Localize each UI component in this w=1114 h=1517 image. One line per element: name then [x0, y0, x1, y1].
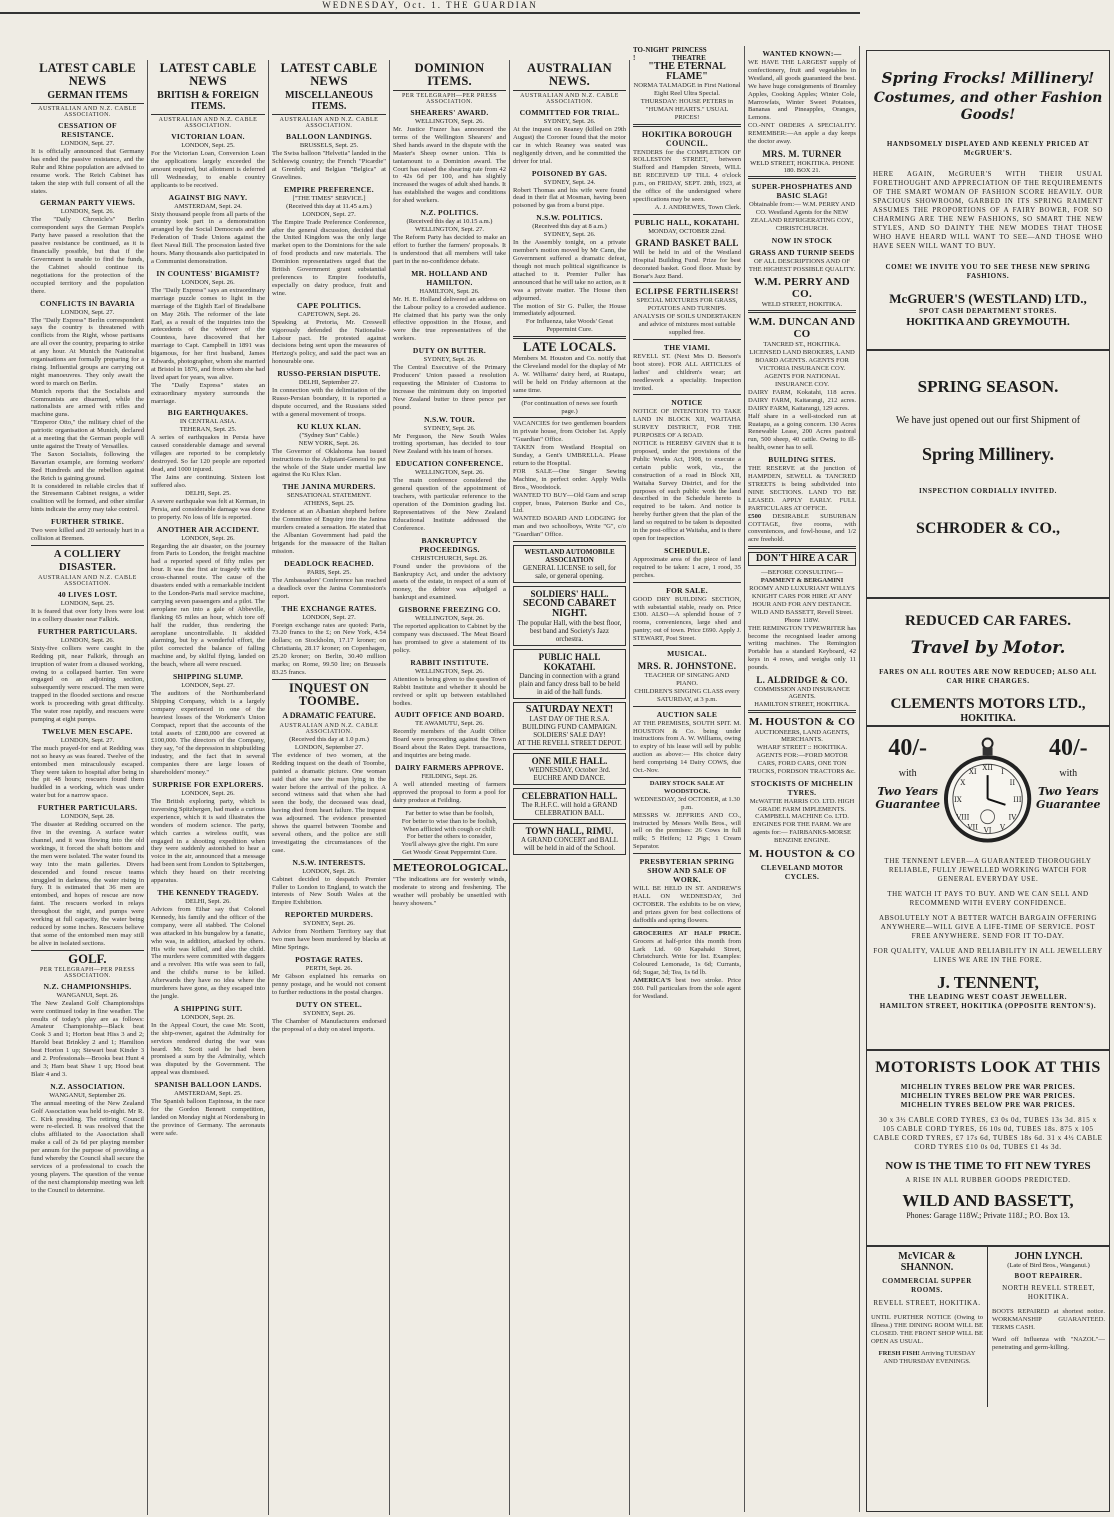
- story-heading: N.Z. CHAMPIONSHIPS.: [43, 981, 132, 991]
- fares-notice: FARES ON ALL ROUTES ARE NOW REDUCED; ALSO ALL CAR HIRE CHARGES.: [879, 668, 1097, 685]
- story-heading: A SHIPPING SUIT.: [173, 1003, 243, 1013]
- story-heading: SHIPPING SLUMP.: [172, 672, 244, 682]
- column-ads-2: WANTED KNOWN:— WE HAVE THE LARGEST supply of confectionery, fruit and vegetables in Westland, all goods guaranteed the best. We have huge consignments of Bramley Apples, Cooking Apples; Winter Cole, Marrowfats, Winter Sweet Potatoes, Bananas and Pineapples, Oranges, Lemons. CO.-NNT ORDERS A SPECIALITY. REMEMBER:—An apple a day keeps the doctor away. MRS. M. TURNER WELD STREET, HOKITIKA. PHONE 180. BOX 21. SUPER-PHOSPHATES AND BASIC SLAG! Obtainable from:— W.M. PERRY AND CO. Westland Agents for the NEW ZEALAND REFRIGERATING COY., CHRISTCHURCH. NOW IN STOCK GRASS AND TURNIP SEEDS OF ALL DESCRIPTIONS AND OF THE HIGHEST POSSIBLE QUALITY. W.M. PERRY AND CO. WELD STREET, HOKITIKA. W.M. DUNCAN AND CO TANCRED ST., HOKITIKA. LICENSED LAND BROKERS, LAND BOARD AGENTS. AGENTS FOR VICTORIA INSURANCE COY. AGENTS FOR NATIONAL INSURANCE COY. DAIRY FARM, Kokatahi, 118 acres. DAIRY FARM, Kaitarangi, 212 acres. DAIRY FARM, Kaitarangi, 129 acres. Half share in a well-stocked run at Ruatapu, as a going concern. 130 Acres Renewable Lease, 200 Acres pastoral run, 500 sheep, 40 cattle. Owing to ill-health, owner has to sell. BUILDING SITES. THE RESERVE at the junction of HAMPDEN, SEWELL & TANCRED STREETS is being subdivided into NINE SECTIONS. LAND TO BE LEASED. APPLY EARLY. FULL PARTICULARS AT OFFICE. £500 DESIRABLE SUBURBAN COTTAGE, five rooms, with conveniences, and fowl-house, and 1/2 acre freehold. DON'T HIRE A CAR —BEFORE CONSULTING— PAMMENT & BERGAMINI ROOMY AND LUXURIANT WILLYS KNIGHT CARS FOR HIRE AT ANY HOUR AND FOR ANY DISTANCE. WILD AND BASSETT, Revell Street. Phone 118W. THE REMINGTON TYPEWRITER has become the recognised leader among writing machines. The Remington Portable has a standard Keyboard, 42 keys in 4 rows, and weighs only 11 pounds. L. ALDRIDGE & CO. COMMISSION AND INSURANCE AGENTS. HAMILTON STREET, HOKITIKA. M. HOUSTON & CO AUCTIONEERS, LAND AGENTS, MERCHANTS. WHARF STREET :: HOKITIKA. AGENTS FOR:—FORD MOTOR CARS, FORD CARS, ONE TON TRUCKS, FORDSON TRACTORS &c. STOCKISTS OF MICHELIN TYRES. McWATTIE HARRIS CO. LTD. HIGH GRADE FARM IMPLEMENTS. CAMPBELL MACHINE Co. LTD. ENGINES FOR THE FARM. We are agents for:— FAIRBANKS-MORSE BENZINE ENGINE. M. HOUSTON & CO CLEVELAND MOTOR CYCLES.: [745, 46, 860, 1512]
- story-heading: AUDIT OFFICE AND BOARD.: [394, 710, 505, 720]
- mcgruer-town: HOKITIKA AND GREYMOUTH.: [906, 316, 1070, 328]
- clements-ad: [867, 599, 1109, 727]
- michelin-line-2: MICHELIN TYRES BELOW PRE WAR PRICES.: [900, 1092, 1076, 1100]
- mcvicar-shop: McVICAR & SHANNON.: [898, 1251, 956, 1273]
- story-heading: FURTHER PARTICULARS.: [37, 803, 138, 813]
- column-ads-1: TO-NIGHT ! PRINCESS THEATRE "THE ETERNAL FLAME" NORMA TALMADGE in First National Eight Reel Ultra Special. THURSDAY: HOUSE PETERS in "HUMAN HEARTS." USUAL PRICES! HOKITIKA BOROUGH COUNCIL. TENDERS for the COMPLETION OF ROLLESTON STREET, between Stafford and Hampden Streets, WILL BE RECEIVED UP TILL 4 o'clock p.m., on FRIDAY, SEPT. 28th, 1923, at the office of the undersigned where specifications may be seen. A. J. ANDREWES, Town Clerk. PUBLIC HALL, KOKATAHI. MONDAY, OCTOBER 22nd. GRAND BASKET BALL Will be held in aid of the Westland Hospital Building Fund. Prize for best decorated basket. Good floor. Music by Bonar's Jazz Band. ECLIPSE FERTILISERS! SPECIAL MIXTURES FOR GRASS, POTATOES AND TURNIPS. ANALYSIS OF SOILS UNDERTAKEN and advice of mixtures most suitable supplied free. THE VIAMI. REVELL ST. (Next Mrs D. Beeson's boot store). FOR ALL ARTICLES of ladies' and children's wear; art needlework a speciality. Inspection invited. NOTICE NOTICE OF INTENTION TO TAKE LAND IN BLOCK XII, WAITAHA SURVEY DISTRICT, FOR THE PURPOSES OF A ROAD. NOTICE is HEREBY GIVEN that it is proposed, under the provisions of the Public Works Act, 1908, to execute a certain public work, viz., the construction of a road in Block XII, Waitaha Survey District, and for the purposes of such public work the land described in the Schedule hereto is required to be taken. And notice is hereby further given that the plan of the land so required to be taken is deposited in the post-office at Waitaha, and is there open for inspection. SCHEDULE. Approximate area of the piece of land required to be taken: 1 acre, 1 rood, 35 perches. FOR SALE. GOOD DRY BUILDING SECTION, with substantial stable, ready on. Price £300. ALSO—A splendid house of 7 rooms, conveniences, large shed and pantry; out of town. Price £690. Apply J. STEWART, Post Street. MUSICAL. MRS. R. JOHNSTONE. TEACHER OF SINGING AND PIANO. CHILDREN'S SINGING CLASS every SATURDAY, at 3 p.m. AUCTION SALE AT THE PREMISES, SOUTH SPIT. M. HOUSTON & Co. being under instructions from A. W. Williams, owing to expiry of his lease will sell by public auction as above:— His choice dairy herd comprising 14 Dairy COWS, due Oct.-Nov. DAIRY STOCK SALE AT WOODSTOCK. WEDNESDAY, 3rd OCTOBER, at 1.30 p.m. MESSRS W. JEFFRIES AND CO., instructed by Messrs Wells Bros., will sell on the premises: 26 Cows in full milk; 5 Heifers; 12 Pigs; 1 Cream Separator. PRESBYTERIAN SPRING SHOW AND SALE OF WORK. WILL BE HELD IN ST. ANDREW'S HALL ON WEDNESDAY, 3rd OCTOBER. The exhibits to be on view, and prizes given for best collections of daffodils and spring flowers. GROCERIES AT HALF PRICE. Grocers at half-price this month from Lark Ltd. 60 Kapahaki Street, Christchurch. Write for list. Examples: Coloured Lemonade, 1s 6d; Currants, 6d; Sugar, 3d; Tea, 1s 6d lb. AMERICA'S best two stroke. Price £60. Full particulars from the sole agent for Westland.: [630, 46, 745, 1512]
- story-heading: CAPE POLITICS.: [296, 300, 362, 310]
- clements-shop: CLEMENTS MOTORS LTD.,: [890, 696, 1086, 712]
- column-title: LATEST CABLE NEWS: [39, 61, 136, 88]
- svg-text:IX: IX: [954, 795, 963, 804]
- grand-basket-ball: GRAND BASKET BALL: [635, 237, 739, 248]
- wild-bassett-ad: [867, 1051, 1109, 1247]
- houston-2: M. HOUSTON & CO: [748, 848, 856, 861]
- eclipse-fertilisers: ECLIPSE FERTILISERS!: [635, 286, 739, 297]
- toombe-subtitle: A DRAMATIC FEATURE.: [282, 710, 376, 720]
- story-heading: VICTORIAN LOAN.: [171, 132, 245, 141]
- reduced-fares-title: REDUCED CAR FARES.: [905, 613, 1071, 629]
- lynch-address: NORTH REVELL STREET, HOKITIKA.: [1002, 1284, 1095, 1301]
- mcgruer-headline-2: Costumes, and other Fashion Goods!: [873, 90, 1103, 123]
- wanted-known: WANTED KNOWN:—: [762, 49, 842, 58]
- dateline: LONDON, Sept. 27.: [60, 140, 115, 147]
- rubber-rise: A RISE IN ALL RUBBER GOODS PREDICTED.: [905, 1176, 1071, 1184]
- watch-guarantee-left: Two Years Guarantee: [875, 785, 940, 811]
- lynch-sub: BOOT REPAIRER.: [1014, 1272, 1083, 1280]
- mcvicar-sub: COMMERCIAL SUPPER ROOMS.: [882, 1277, 972, 1294]
- column-title: LATEST CABLE NEWS: [159, 61, 257, 88]
- mcvicar-address: REVELL STREET, HOKITIKA.: [873, 1299, 981, 1307]
- hokitika-council: HOKITIKA BOROUGH COUNCIL.: [641, 129, 733, 148]
- story-heading: N.S.W. TOUR.: [424, 414, 475, 424]
- duncan-address: TANCRED ST., HOKITIKA.: [763, 341, 841, 349]
- tennent-address: HAMILTON STREET, HOKITIKA (OPPOSITE RENTON'S).: [879, 1002, 1097, 1010]
- story-heading: THE EXCHANGE RATES.: [281, 603, 377, 613]
- michelin-line-1: MICHELIN TYRES BELOW PRE WAR PRICES.: [900, 1083, 1076, 1091]
- column-dominion: DOMINION ITEMS. PER TELEGRAPH—PER PRESS ASSOCIATION. SHEARERS' AWARD. WELLINGTON, Sept. 26. Mr. Justice Frazer has announced the terms of the Wellington Shearers' and Shed hands award in the dispute with the Master's Sheep owner union. This is tantamount to a Dominion award. The Court has raised the shearing rate from 42 to 42s 6d per 100, and has slightly increased the wages of adult shed hands. It has established the wages and conditions for shed workers. N.Z. POLITICS. (Received this day at 10.15 a.m.) WELLINGTON, Sept. 27. The Reform Party has decided to make an effort to further the farmers' proposals. It is understood that all members will take part in the no-confidence debate. MR. HOLLAND AND HAMILTON. HAMILTON, Sept. 26. Mr. H. E. Holland delivered an address on the Labour policy to a crowded audience. He claimed that his party was the only effective opposition in the House, and were the true representatives of the workers. DUTY ON BUTTER. SYDNEY, Sept. 26. The Central Executive of the Primary Producers' Union passed a resolution requesting the Minister of Customs to increase the minimum duty on imported New Zealand butter to three pence per pound. N.S.W. TOUR. SYDNEY, Sept. 26. Mr Ferguson, the New South Wales trotting sportsman, has decided to tour New Zealand with his team of horses. EDUCATION CONFERENCE. WELLINGTON, Sept. 26. The main conference considered the general question of the appointment of teachers, with particular reference to the operation of the Dominion grading list. Representatives of the New Zealand Educational Institute addressed the Conference. BANKRUPTCY PROCEEDINGS. CHRISTCHURCH, Sept. 26. Found under the provisions of the Bankruptcy Act, and under the advisory assets of the estate, in respect of a sum of money, the debtor was adjudged a bankrupt and examined. GISBORNE FREEZING CO. WELLINGTON, Sept. 26. The reported application to Cabinet by the company was discussed. The Meat Board has promised to give a statement of its policy. RABBIT INSTITUTE. WELLINGTON, Sept. 26. Attention is being given to the question of Rabbit Institute and whether it should be revived or split up between established bodies. AUDIT OFFICE AND BOARD. TE AWAMUTU, Sept. 26. Recently members of the Audit Office Board were proceeding against the Town Board about the Rates Dept. transactions, and inquiries are being made. DAIRY FARMERS APPROVE. FEILDING, Sept. 26. A well attended meeting of farmers approved the proposal to form a pool for dairy produce at Feilding. Far better to wise than be foolish, For better to wise than to be foolish, When afflicted with cough or chill: For better the others to consider, You'll always give the right. I'm sure Get Woods' Great Peppermint Cure. METEOROLOGICAL. "The indications are for westerly winds, moderate to strong and freshening. The weather will probably be unsettled with heavy showers.": [390, 60, 510, 1515]
- johnstone-heading: MRS. R. JOHNSTONE.: [637, 661, 737, 672]
- story-heading: SURPRISE FOR EXPLORERS.: [152, 780, 264, 789]
- auction-sale-heading: AUCTION SALE: [656, 709, 718, 719]
- grass-seeds: GRASS AND TURNIP SEEDS: [749, 247, 855, 257]
- svg-text:III: III: [1013, 795, 1022, 804]
- duncan-company: W.M. DUNCAN AND CO: [748, 316, 856, 341]
- golf-title: GOLF.: [68, 951, 107, 966]
- story-heading: N.S.W. POLITICS.: [536, 213, 603, 223]
- story-heading: GERMAN PARTY VIEWS.: [39, 198, 136, 208]
- tennent-body: THE TENNENT LEVER—A GUARANTEED THOROUGHLY RELIABLE, FULLY JEWELLED WORKING WATCH FOR GENERAL EVERYDAY USE.: [884, 857, 1092, 883]
- svg-text:XI: XI: [969, 768, 977, 777]
- wild-bassett-phone: Phones: Garage 118W.; Private 118J.; P.O. Box 13.: [906, 1211, 1070, 1220]
- story-heading: BANKRUPTCY PROCEEDINGS.: [419, 535, 480, 554]
- story-heading: REPORTED MURDERS.: [284, 910, 374, 920]
- story-heading: MR. HOLLAND AND HAMILTON.: [411, 268, 488, 287]
- story-heading: THE JANINA MURDERS.: [282, 482, 376, 492]
- svg-text:X: X: [960, 779, 966, 788]
- story-heading: DUTY ON BUTTER.: [412, 346, 487, 356]
- motorists-title: MOTORISTS LOOK AT THIS: [875, 1059, 1101, 1076]
- houston-sub: AUCTIONEERS, LAND AGENTS, MERCHANTS.: [754, 729, 850, 744]
- svg-text:XII: XII: [982, 764, 994, 773]
- watch-price-right: 40/-: [1048, 735, 1088, 761]
- column-british-foreign: LATEST CABLE NEWS BRITISH & FOREIGN ITEMS. AUSTRALIAN AND N.Z. CABLE ASSOCIATION. VICTORIAN LOAN. LONDON, Sept. 25. For the Victorian Loan, Conversion Loan the applications largely exceeded the amount required, but allotment is deferred till Wednesday, to enable country applicants to be received. AGAINST BIG NAVY. AMSTERDAM, Sept. 24. Sixty thousand people from all parts of the country took part in a demonstration arranged by the Social Democrats and the Federation of Trade Unions against the fleet Naval Bill. The procession lasted five hours. Many thousands also participated in a Communist demonstration. IN COUNTESS' BIGAMIST? LONDON, Sept. 26. The "Daily Express" says an extraordinary marriage puzzle comes to light in the marriage of the Eighth Earl of Bradalbane on May 26th. The reformer of the late Earl, as a result of the inquiries into the antecedents of the widower of the Countess, have discovered that her marriage to Capt. Campbell in 1891 was bigamous, for her first husband, James Edwards, photographer, whom she married at Bristol in 1876, and from whom she had lived apart for years, was alive. The "Daily Express" states an extraordinary mystery surrounds the marriage. BIG EARTHQUAKES. IN CENTRAL ASIA. TEHERAN, Sept. 25. A series of earthquakes in Persia have caused considerable damage and several villages are reported to be completely destroyed. So far 120 people are reported dead, and 1000 injured. The Jains are continuing. Sixteen lost suffered also. DELHI, Sept. 25. A severe earthquake was felt at Kerman, in Persia, and considerable damage was done to property. No loss of life is reported. ANOTHER AIR ACCIDENT. LONDON, Sept. 26. Regarding the air disaster, on the journey from Paris to London, the freight machine had a reported speed of fifty miles per hour. It was the first air tragedy with the cross-channel route. The cause of the disasters ended with a remarkable incident to the London-Paris mail service machine, carrying seven passengers and a pilot. The aeroplane ran into a gale of Abbeville, flanking 65 miles an hour, which tore off half the rudder, thus rendering the aeroplane uncontrollable. It skidded alarming, but by a wonderful effort, the pilot corrected the balance of falling machine and, by skilful flying, landed on the beach, where all were rescued. SHIPPING SLUMP. LONDON, Sept. 27. The auditors of the Northumberland Shipping Company, which is a largely company experienced in one of the heaviest losses of the Workmen's Union Compact, report that the accounts of the total assets of £280,000 are covered at £100,000. The directors of the Company, they say, "of the depression in shipbuilding industry, and the fact that in several companies there are large losses of shareholders' money." SURPRISE FOR EXPLORERS. LONDON, Sept. 26. The British exploring party, which is traversing Spitzbergen, had made a curious experience, which it is said illustrates the wonders of modern science. The party, which carries a wireless outfit, was engaged in a shooting expedition when they were suddenly astonished to hear a voice in the air, announced that a message had been sent from London to Spitzbergen, which they heard on their receiving apparatus. THE KENNEDY TRAGEDY. DELHI, Sept. 26. Advices from Eihar say that Colonel Kennedy, his family and the officer of the company, were all stabbed. The Colonel was attacked in his bungalow by a fanatic, who was, in addition, attacked by others. His wife was killed, and also the child. The murders were committed with daggers and a revolver. His wife was seen to fall, and the child's nurse to be killed. Afterwards they have no idea where the murderers have gone, as they escaped into the jungle. A SHIPPING SUIT. LONDON, Sept. 26. In the Appeal Court, the case Mr. Scott, the ship-owner, against the Admiralty for services rendered during the war was heard. Mr. Scott said he had been promised a sum by the Admiralty, which was disputed by the Government. The appeal was dismissed. SPANISH BALLOON LANDS. AMSTERDAM, Sept. 25. The Spanish balloon Espinosa, in the race for the Gordon Bennett competition, landed on Monday night at Nordensburg in the province of Germany. The aeronauts were safe.: [148, 60, 269, 1515]
- story-heading: DUTY ON STEEL.: [295, 999, 363, 1009]
- clements-town: HOKITIKA.: [960, 713, 1016, 724]
- column-german-items: LATEST CABLE NEWS GERMAN ITEMS AUSTRALIAN AND N.Z. CABLE ASSOCIATION. CESSATION OF RESISTANCE. LONDON, Sept. 27. It is officially announced that Germany has ended the passive resistance, and the Ruhr and Rhine population are advised to resume work. The Reich Cabinet has taken the step with full consent of all the states. GERMAN PARTY VIEWS. LONDON, Sept. 26. The "Daily Chronicle's" Berlin correspondent says the German People's Party have passed a resolution that the passive resistance be continued, as it is financially possible, but that if the Government is unable to find the funds, the Cabinet should continue its negotiations for the protection of the occupied territory and the population there. CONFLICTS IN BAVARIA LONDON, Sept. 27. The "Daily Express" Berlin correspondent says the country is threatened with conflicts from the Right, whose partisans are all over the country, preparing to strike at any hour. At Munich the Nationalist organisations are formally preparing for a rising. Influential groups are carrying out night manoeuvres. They only await the word to march on Berlin. Munich reports that the Socialists and Communists are disarmed, while the nationalists are armed with rifles and machine guns. "Emperor Otto," the military chief of the patriotic organisation at Munich, declared at a meeting that the German people will unite against the Treaty of Versailles. The Saxon Socialists, following the Bavarian example, are forming workers' Red Hundreds and the rebellion against the Reich is gaining ground. It is considered in reliable circles that if the Stresemann Cabinet resigns, a wider coalition will be formed, and other similar hints indicate the army may take control. FURTHER STRIKE. Two were killed and 20 seriously hurt in a collision at Bremen. A COLLIERY DISASTER. AUSTRALIAN AND N.Z. CABLE ASSOCIATION. 40 LIVES LOST. LONDON, Sept. 25. It is feared that over forty lives were lost in a colliery disaster near Falkirk. FURTHER PARTICULARS. LONDON, Sept. 26. Sixty-five colliers were caught in the Redding pit, near Falkirk, through an irruption of water from a disused working, owing to a collapsed barrier. Ten were engaged on an adjoining section, subsequently were rescued. The men were trapped in the flooded sections and rescue work is proceeding with great difficulty. The water rose rapidly, and rescuers were pumping at eight pumps. TWELVE MEN ESCAPE. LONDON, Sept. 27. The much prayed-for end at Redding was not so heavy as was feared. Twelve of the entombed men miraculously escaped. They were taken to hospital after being in the pit 48 hours; rescuers found them huddled in a working, which was under water but for a narrow space. FURTHER PARTICULARS. LONDON, Sept. 28. The disaster at Redding occurred on the five in the evening. A surface water channel, and it was flowing into the old workings, it forced the shaft bottom and the men were isolated. The water found its way into the main galleries. Divers descended and found rescue teams struggled in darkness, the water rising in fury. It is estimated that 36 men are entombed, and hopes of rescue are now faint. The rescuers worked in relays throughout the night, and pumps were working at full capacity, the water being reduced by some inches. Rescuers believe that some of the entombed men may still be alive in isolated sections. GOLF. PER TELEGRAPH—PER PRESS ASSOCIATION. N.Z. CHAMPIONSHIPS. WANGANUI, Sept. 26. The New Zealand Golf Championships were continued today in fine weather. The results of today's play are as follows: Amateur Championship—Black beat Cook 3 and 1; Horton beat Hiss 3 and 2; Harold beat Brinkley 2 and 1; Hamilton beat Horton 1 up; Stewart beat Kinder 3 and 2. Professionals—Brooks beat Hunt 4 and 3; Ham beat Shaw 1 up; Hood beat Blair 4 and 3. N.Z. ASSOCIATION. WANGANUI, September 26. The annual meeting of the New Zealand Golf Association was held to-night. Mr R. C. Kirk presiding. The retiring Council were re-elected. It was resolved that the clubs affiliated to the Association shall make a call of 2s 6d per playing member per annum for the purpose of providing a fund whereby the Council shall secure the services of a professional to coach the young players. The question of the venue of the next championship meeting was left to the Council to determine.: [28, 60, 148, 1515]
- story-heading: AGAINST BIG NAVY.: [168, 192, 248, 202]
- mcgruer-ad: [867, 51, 1109, 351]
- story-heading: COMMITTED FOR TRIAL.: [519, 108, 620, 117]
- public-hall-kokatahi: PUBLIC HALL, KOKATAHI.: [634, 217, 740, 227]
- fit-new-tyres: NOW IS THE TIME TO FIT NEW TYRES: [885, 1160, 1091, 1172]
- story-heading: TWELVE MEN ESCAPE.: [42, 726, 133, 736]
- inspection-invited: INSPECTION CORDIALLY INVITED.: [918, 487, 1058, 495]
- late-locals-title: LATE LOCALS.: [522, 340, 617, 355]
- display-ads-column: [866, 50, 1110, 1512]
- column-subtitle: BRITISH & FOREIGN ITEMS.: [157, 90, 259, 112]
- svg-text:V: V: [1000, 823, 1006, 832]
- svg-text:IV: IV: [1008, 813, 1017, 822]
- column-subtitle: GERMAN ITEMS: [47, 90, 128, 101]
- watch-with-right: with: [1059, 768, 1078, 779]
- svg-text:II: II: [1010, 779, 1016, 788]
- mrs-turner: MRS. M. TURNER: [762, 148, 842, 159]
- michelin-line-3: MICHELIN TYRES BELOW PRE WAR PRICES.: [900, 1101, 1076, 1109]
- tennent-shop: J. TENNENT,: [937, 973, 1039, 992]
- story-heading: POSTAGE RATES.: [295, 955, 363, 964]
- spring-millinery: Spring Millinery.: [921, 444, 1054, 464]
- musical-heading: MUSICAL.: [667, 649, 707, 659]
- the-viami: THE VIAMI.: [663, 342, 711, 352]
- building-sites: BUILDING SITES.: [768, 455, 836, 465]
- story-heading: EDUCATION CONFERENCE.: [395, 459, 504, 469]
- now-in-stock: NOW IN STOCK: [771, 235, 833, 245]
- presbyterian-heading: PRESBYTERIAN SPRING SHOW AND SALE OF WORK.: [639, 857, 735, 885]
- story-heading: POISONED BY GAS.: [531, 168, 608, 178]
- super-phosphates: SUPER-PHOSPHATES AND BASIC SLAG!: [751, 181, 853, 200]
- ad-one-mile: ONE MILE HALL. WEDNESDAY, October 3rd. EUCHRE AND DANCE.: [513, 753, 626, 785]
- story-heading: RABBIT INSTITUTE.: [410, 657, 489, 667]
- tennent-ad: [867, 727, 1109, 1051]
- tennent-shop-sub: THE LEADING WEST COAST JEWELLER.: [908, 993, 1068, 1001]
- story-heading: IN COUNTESS' BIGAMIST?: [156, 268, 260, 278]
- cleveland-cycles: CLEVELAND MOTOR CYCLES.: [760, 863, 844, 882]
- watch-guarantee-right: Two Years Guarantee: [1036, 785, 1101, 811]
- column-title: AUSTRALIAN NEWS.: [527, 61, 612, 88]
- svg-text:VI: VI: [984, 826, 992, 835]
- bottom-ads: McVICAR & SHANNON. COMMERCIAL SUPPER ROOMS. REVELL STREET, HOKITIKA. UNTIL FURTHER NOTICE (Owing to Illness.) THE DINING ROOM WILL BE CLOSED. THE FRONT SHOP WILL BE OPEN AS USUAL. FRESH FISH! Arriving TUESDAY AND THURSDAY EVENINGS. JOHN LYNCH. (Late of Bird Bros., Wanganui.) BOOT REPAIRER. NORTH REVELL STREET, HOKITIKA. BOOTS REPAIRED at shortest notice. WORKMANSHIP GUARANTEED. TERMS CASH. Ward off Influenza with "NAZOL"—penetrating and germ-killing.: [867, 1247, 1109, 1407]
- mcgruer-shop2: SPOT CASH DEPARTMENT STORES.: [919, 307, 1057, 315]
- svg-text:VIII: VIII: [956, 813, 970, 822]
- michelin-stockists: STOCKISTS OF MICHELIN TYRES.: [750, 778, 854, 797]
- ad-celebration: CELEBRATION HALL. The R.H.F.C. will hold a GRAND CELEBRATION BALL.: [513, 788, 626, 820]
- tennent-best: ABSOLUTELY NOT A BETTER WATCH BARGAIN OFFERING ANYWHERE—WILL GIVE A LIFE-TIME OF SERVICE. POST FREE ANYWHERE. SEND FOR IT TO-DAY.: [878, 914, 1098, 940]
- pocket-watch-icon: [942, 735, 1033, 845]
- mcgruer-shop: McGRUER'S (WESTLAND) LTD.,: [889, 291, 1087, 306]
- story-heading: ANOTHER AIR ACCIDENT.: [156, 524, 260, 534]
- story-heading: KU KLUX KLAN.: [296, 421, 362, 431]
- ad-rimu: TOWN HALL, RIMU. A GRAND CONCERT and BALL will be held in aid of the School.: [513, 823, 626, 855]
- meteo-title: METEOROLOGICAL.: [393, 862, 509, 875]
- ad-kokatahi: PUBLIC HALL KOKATAHI. Dancing in connection with a grand plain and fancy dress ball to be held in aid of the hall funds.: [513, 649, 626, 699]
- tennent-quality: FOR QUALITY, VALUE AND RELIABILITY IN ALL JEWELLERY LINES WE ARE IN THE FORE.: [873, 947, 1103, 964]
- wire-source: AUSTRALIAN AND N.Z. CABLE ASSOCIATION.: [520, 93, 619, 105]
- masthead: WEDNESDAY, Oct. 1. THE GUARDIAN: [0, 0, 860, 14]
- story-heading: CONFLICTS IN BAVARIA: [40, 298, 135, 308]
- spring-season-line: We have just opened out our first Shipment of: [895, 415, 1081, 426]
- story-heading: N.S.W. INTERESTS.: [292, 857, 366, 867]
- story-heading: BIG EARTHQUAKES.: [167, 408, 249, 418]
- mcgruer-body: HERE AGAIN, McGRUER'S WITH THEIR USUAL FORETHOUGHT AND APPRECIATION OF THE REQUIREMENTS OF THE SMART WOMAN OF FASHION SCORE HEAVILY. OUR SPACIOUS SHOWROOM, GARBED IN ITS SPRING RAIMENT ASSUMES THE PROPORTIONS OF A FAIRY BOWER, FOR SO CHARMING ARE THE NEW FASHIONS, SO SMART THE NEW STYLES, AND SO DAINTY THE NEW MODES THAT THOSE WHO HAVE HEARD WILL WANT TO SEE—AND THOSE WHO HAVE SEEN WILL WANT TO BUY.: [873, 170, 1103, 250]
- story-heading: DAIRY FARMERS APPROVE.: [395, 763, 504, 773]
- story-heading: FURTHER PARTICULARS.: [37, 626, 138, 636]
- story-heading: SPANISH BALLOON LANDS.: [154, 1080, 262, 1090]
- svg-text:VII: VII: [967, 823, 979, 832]
- ad-westland-auth: WESTLAND AUTOMOBILE ASSOCIATION GENERAL LICENSE to sell, for sale, or general opening.: [513, 545, 626, 583]
- story-heading: SHEARERS' AWARD.: [410, 108, 489, 117]
- tyre-sizes: 30 x 3½ CABLE CORD TYRES, £3 0s 0d, TUBES 13s 3d. 815 x 105 CABLE CORD TYRES, £6 10s 0d, TUBES 18s. 875 x 105 CABLE CORD TYRES, £7 17s 6d, TUBES 18s 6d. 31 x 4½ CABLE CORD TYRES £10 0s 0d, TUBES £1 4s 3d.: [873, 1116, 1103, 1151]
- travel-by-motor: Travel by Motor.: [910, 638, 1066, 658]
- story-heading: BALLOON LANDINGS.: [286, 132, 372, 141]
- perry-address: WELD STREET, HOKITIKA.: [761, 301, 843, 309]
- story-heading: GISBORNE FREEZING CO.: [398, 605, 501, 615]
- column-subtitle: MISCELLANEOUS ITEMS.: [285, 90, 373, 112]
- watch-price-left: 40/-: [888, 735, 928, 761]
- ad-saturday: SATURDAY NEXT! LAST DAY OF THE R.S.A. BUILDING FUND CAMPAIGN. SOLDIERS' SALE DAY! AT THE REVELL STREET DEPOT.: [513, 702, 626, 750]
- ad-soldiers-hall: SOLDIERS' HALL. SECOND CABARET NIGHT. The popular Hall, with the best floor, best band and Society's Jazz orchestra.: [513, 586, 626, 646]
- column-miscellaneous: LATEST CABLE NEWS MISCELLANEOUS ITEMS. AUSTRALIAN AND N.Z. CABLE ASSOCIATION. BALLOON LANDINGS. BRUSSELS, Sept. 25. The Swiss balloon "Helvetia" landed in the Schleswig country; the French "Picardie" at Grenfelt; and Belgian "Belgica" at Gravelines. EMPIRE PREFERENCE. ["THE TIMES" SERVICE.] (Received this day at 11.45 a.m.) LONDON, Sept. 27. The Empire Trade Preference Conference, after the general discussion, decided that the United Kingdom was the only large market open to the Dominions for the sale of food products and raw materials. The Dominion representatives urged that the British Government grant substantial preferences to Empire foodstuffs, especially on dairy produce, fruit and wine. CAPE POLITICS. CAPETOWN, Sept. 26. Speaking at Pretoria, Mr. Creswell vigorously defended the Nationalist-Labour pact. He protested against decisions being sent upon the measures of Hertzog's policy, and said the pact was an honourable one. RUSSO-PERSIAN DISPUTE. DELHI, September 27. In connection with the delimitation of the Russo-Persian boundary, it is reported a dispute occurred, and the Russians sided with a general movement of troops. KU KLUX KLAN. ("Sydney Sun" Cable.) NEW YORK, Sept. 26. The Governor of Oklahoma has issued instructions to the Adjutant-General to put the whole of the State under martial law against the Ku Klux Klan. THE JANINA MURDERS. SENSATIONAL STATEMENT. ATHENS, Sept. 25. Evidence at an Albanian shepherd before the Committee of Enquiry into the Janina murders created a sensation. He stated that the Albanian Government had paid the brigands for the massacre of the Italian mission. DEADLOCK REACHED. PARIS, Sept. 25. The Ambassadors' Conference has reached a deadlock over the Janina Commission's report. THE EXCHANGE RATES. LONDON, Sept. 27. Foreign exchange rates are quoted: Paris, 73.20 francs to the £; on New York, 4.54 dollars; on Stockholm, 17.17 kroner; on Christiania, 28.17 kroner; on Copenhagen, 25.20 kroner; on Berlin, 30.40 million marks; on Rome, 99.50 lire; on Brussels 83.25 francs. INQUEST ON TOOMBE. A DRAMATIC FEATURE. AUSTRALIAN AND N.Z. CABLE ASSOCIATION. (Received this day at 1.0 p.m.) LONDON, September 27. The evidence of two women, at the Redding inquest on the death of Toombe, painted a dramatic picture. One woman said that she saw the man lying in the water before the arrival of the police. A second witness said that when she had seen the body, the deceased was dead, having died from heart failure. The inquest was adjourned. The evidence presented shows the quarrel between Toombe and several others, and the police are still investigating the circumstances of the case. N.S.W. INTERESTS. LONDON, Sept. 26. Cabinet decided to despatch Premier Fuller to London to England, to watch the interests of New South Wales at the Empire Exhibition. REPORTED MURDERS. SYDNEY, Sept. 26. Advice from Northern Territory say that two men have been murdered by blacks at Mine Springs. POSTAGE RATES. PERTH, Sept. 26. Mr Gibson explained his remarks on penny postage, and he would not consent to further reductions in the postal charges. DUTY ON STEEL. SYDNEY, Sept. 26. The Chamber of Manufacturers endorsed the proposal of a duty on steel imports.: [269, 60, 390, 1515]
- notice-heading: NOTICE: [671, 398, 703, 408]
- svg-text:I: I: [1001, 768, 1005, 777]
- film-title: "THE ETERNAL FLAME": [648, 61, 726, 82]
- dont-hire-car: DON'T HIRE A CAR: [748, 552, 856, 566]
- story-heading: EMPIRE PREFERENCE.: [284, 184, 374, 194]
- column-title: DOMINION ITEMS.: [414, 61, 485, 88]
- dateline: LONDON, Sept. 26.: [60, 208, 115, 216]
- story-heading: THE KENNEDY TRAGEDY.: [157, 887, 259, 897]
- tennent-buy: THE WATCH IT PAYS TO BUY. AND WE CAN SELL AND RECOMMEND WITH EVERY CONFIDENCE.: [887, 890, 1089, 907]
- column-title: LATEST CABLE NEWS: [280, 61, 378, 88]
- dateline: LONDON, Sept. 27.: [60, 308, 115, 316]
- story-heading: N.Z. ASSOCIATION.: [50, 1081, 125, 1091]
- story-heading: DEADLOCK REACHED.: [284, 558, 374, 568]
- for-sale-heading: FOR SALE.: [666, 585, 708, 595]
- perry-company: W.M. PERRY AND CO.: [754, 276, 850, 301]
- mcgruer-caption: HANDSOMELY DISPLAYED AND KEENLY PRICED AT McGRUER'S.: [886, 140, 1090, 157]
- story-heading: RUSSO-PERSIAN DISPUTE.: [277, 369, 381, 379]
- schroder-shop: SCHRODER & CO.,: [915, 520, 1060, 537]
- houston-wood: M. HOUSTON & CO: [748, 716, 856, 729]
- wire-source: AUSTRALIAN AND N.Z. CABLE ASSOCIATION.: [38, 106, 137, 118]
- schroder-ad: [867, 351, 1109, 599]
- lynch-shop: JOHN LYNCH.: [1014, 1251, 1083, 1262]
- spring-season-title: SPRING SEASON.: [917, 377, 1059, 396]
- story-heading: CESSATION OF RESISTANCE.: [58, 121, 117, 139]
- theatre-name: PRINCESS THEATRE: [672, 46, 707, 62]
- column-australian: AUSTRALIAN NEWS. AUSTRALIAN AND N.Z. CABLE ASSOCIATION. COMMITTED FOR TRIAL. SYDNEY, Sept. 26. At the inquest on Reaney (killed on 29th August) the Coroner found that the motor car in which Reaney was seated was negligently driven, and he committed the driver for trial. POISONED BY GAS. SYDNEY, Sept. 24. Robert Thomas and his wife were found dead in their flat at Mosman, having been poisoned by gas from a burst pipe. N.S.W. POLITICS. (Received this day at 8 a.m.) SYDNEY, Sept. 26. In the Assembly tonight, on a private member's motion moved by Mr Cann, the Government suffered a dramatic defeat, though not much political significance is attached to it. Premier Fuller has announced that he will take no action, as it was a private matter. The House then adjourned. The motion of Sir G. Fuller, the House immediately adjourned. For Influenza, take Woods' Great Peppermint Cure. LATE LOCALS. Members M. Houston and Co. notify that the Cleveland model for the display of Mr A. W. Williams' dairy herd, at Ruatapu, will be held on Friday afternoon at the same time. (For continuation of news see fourth page.) VACANCIES for two gentlemen boarders in private house, from October 1st. Apply "Guardian" Office. TAKEN from Westland Hospital on Sunday, a Gent's UMBRELLA. Please return to the Hospital. FOR SALE—One Singer Sewing Machine, in perfect order. Apply Wells Bros., Woodstock. WANTED TO BUY—Old Gum and scrap copper, brass, Paterson Burke and Co., Ltd. WANTED BOARD AND LODGING for man and two schoolboys, Write "G", c/o "Guardian" Office. WESTLAND AUTOMOBILE ASSOCIATION GENERAL LICENSE to sell, for sale, or general opening. SOLDIERS' HALL. SECOND CABARET NIGHT. The popular Hall, with the best floor, best band and Society's Jazz orchestra. PUBLIC HALL KOKATAHI. Dancing in connection with a grand plain and fancy dress ball to be held in aid of the hall funds. SATURDAY NEXT! LAST DAY OF THE R.S.A. BUILDING FUND CAMPAIGN. SOLDIERS' SALE DAY! AT THE REVELL STREET DEPOT. ONE MILE HALL. WEDNESDAY, October 3rd. EUCHRE AND DANCE. CELEBRATION HALL. The R.H.F.C. will hold a GRAND CELEBRATION BALL. TOWN HALL, RIMU. A GRAND CONCERT and BALL will be held in aid of the School.: [510, 60, 630, 1515]
- toombe-title: INQUEST ON TOOMBE.: [289, 680, 369, 708]
- wild-bassett-shop: WILD AND BASSETT,: [902, 1191, 1074, 1210]
- mcgruer-invite: COME! WE INVITE YOU TO SEE THESE NEW SPRING FASHIONS.: [885, 263, 1091, 280]
- wire-source: PER TELEGRAPH—PER PRESS ASSOCIATION.: [401, 93, 498, 105]
- story-heading: N.Z. POLITICS.: [420, 208, 479, 218]
- watch-with-left: with: [898, 768, 917, 779]
- colliery-title: A COLLIERY DISASTER.: [53, 548, 122, 573]
- mcgruer-headline-1: Spring Frocks! Millinery!: [881, 69, 1095, 87]
